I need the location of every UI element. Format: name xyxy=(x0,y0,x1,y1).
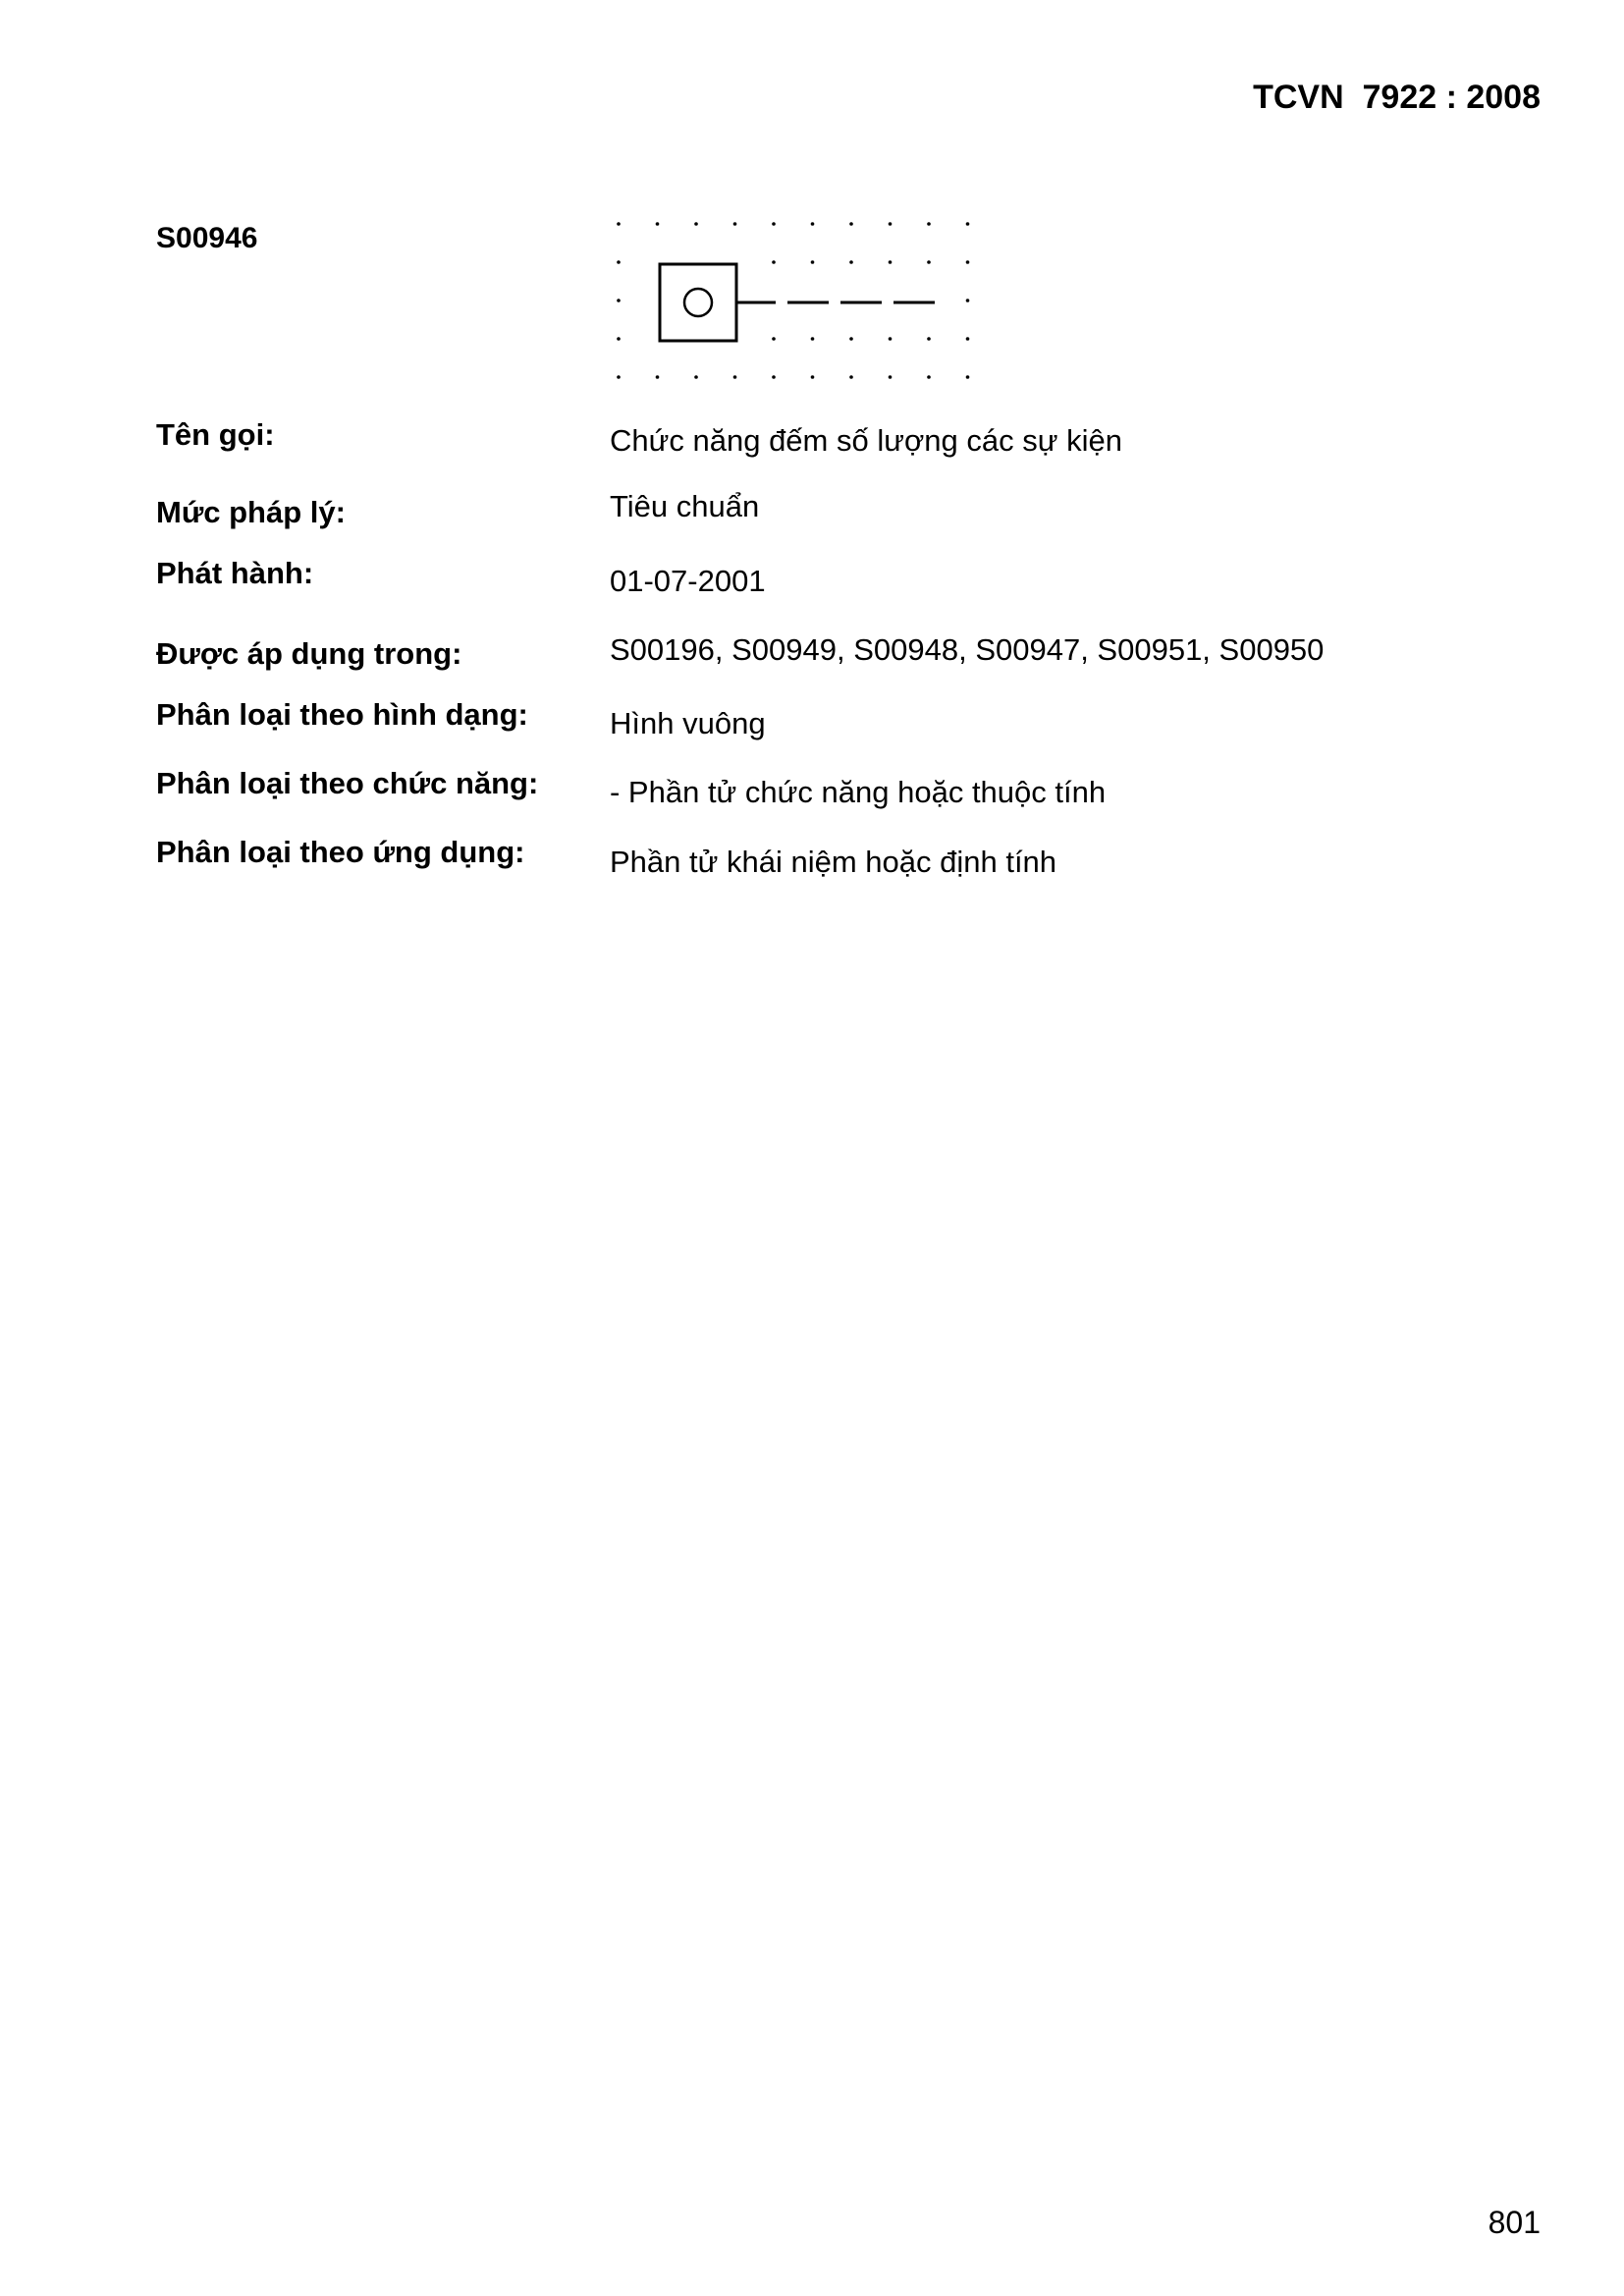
grid-dot xyxy=(966,337,970,341)
field-value: Phần tử khái niệm hoặc định tính xyxy=(610,845,1057,879)
field-label: Phân loại theo chức năng: xyxy=(156,766,539,800)
field-row-name xyxy=(156,417,1531,476)
field-row-shape-class xyxy=(156,697,1531,756)
grid-dot xyxy=(811,337,815,341)
grid-dot xyxy=(966,260,970,264)
field-label: Mức pháp lý: xyxy=(156,495,346,529)
grid-dot xyxy=(733,375,737,379)
field-label: Được áp dụng trong: xyxy=(156,636,462,671)
grid-dot xyxy=(772,260,776,264)
grid-dot xyxy=(889,337,893,341)
grid-dot xyxy=(656,375,660,379)
grid-dot xyxy=(617,375,621,379)
grid-dot xyxy=(966,299,970,302)
field-label: Phân loại theo ứng dụng: xyxy=(156,835,525,869)
grid-dot xyxy=(811,260,815,264)
field-value: - Phần tử chức năng hoặc thuộc tính xyxy=(610,775,1107,809)
grid-dot xyxy=(966,375,970,379)
square-with-circle-and-dashed-line-icon xyxy=(601,208,984,395)
grid-dot xyxy=(849,337,853,341)
grid-dot xyxy=(889,222,893,226)
field-value: S00196, S00949, S00948, S00947, S00951, S00950 xyxy=(610,632,1325,667)
grid-dot xyxy=(694,222,698,226)
field-value: Hình vuông xyxy=(610,706,766,740)
grid-dot xyxy=(617,222,621,226)
grid-dot xyxy=(694,375,698,379)
field-value: Tiêu chuẩn xyxy=(610,489,760,523)
grid-dot xyxy=(889,260,893,264)
grid-dot xyxy=(811,375,815,379)
grid-dot xyxy=(772,375,776,379)
grid-dot xyxy=(772,222,776,226)
symbol-circle xyxy=(684,289,712,316)
grid-dot xyxy=(617,337,621,341)
symbol-square xyxy=(660,264,736,341)
field-label: Phát hành: xyxy=(156,556,314,590)
grid-dot xyxy=(889,375,893,379)
grid-dot xyxy=(927,260,931,264)
field-label: Tên gọi: xyxy=(156,417,275,452)
field-row-function-class xyxy=(156,766,1531,825)
grid-dot xyxy=(733,222,737,226)
dot-grid xyxy=(617,222,969,379)
field-row-issued xyxy=(156,556,1531,615)
grid-dot xyxy=(772,337,776,341)
field-value: Chức năng đếm số lượng các sự kiện xyxy=(610,423,1122,458)
grid-dot xyxy=(849,260,853,264)
field-label: Phân loại theo hình dạng: xyxy=(156,697,528,732)
symbol-code: S00946 xyxy=(156,222,258,254)
grid-dot xyxy=(927,222,931,226)
grid-dot xyxy=(811,222,815,226)
standard-number: TCVN 7922 : 2008 xyxy=(1253,79,1541,116)
grid-dot xyxy=(849,375,853,379)
grid-dot xyxy=(849,222,853,226)
field-row-legal-level xyxy=(156,489,1531,554)
grid-dot xyxy=(966,222,970,226)
grid-dot xyxy=(656,222,660,226)
grid-dot xyxy=(617,260,621,264)
field-row-application-class xyxy=(156,835,1531,894)
page-number: 801 xyxy=(1488,2205,1541,2240)
field-value: 01-07-2001 xyxy=(610,564,766,598)
field-row-applied-in xyxy=(156,632,1531,695)
grid-dot xyxy=(617,299,621,302)
grid-dot xyxy=(927,337,931,341)
grid-dot xyxy=(927,375,931,379)
